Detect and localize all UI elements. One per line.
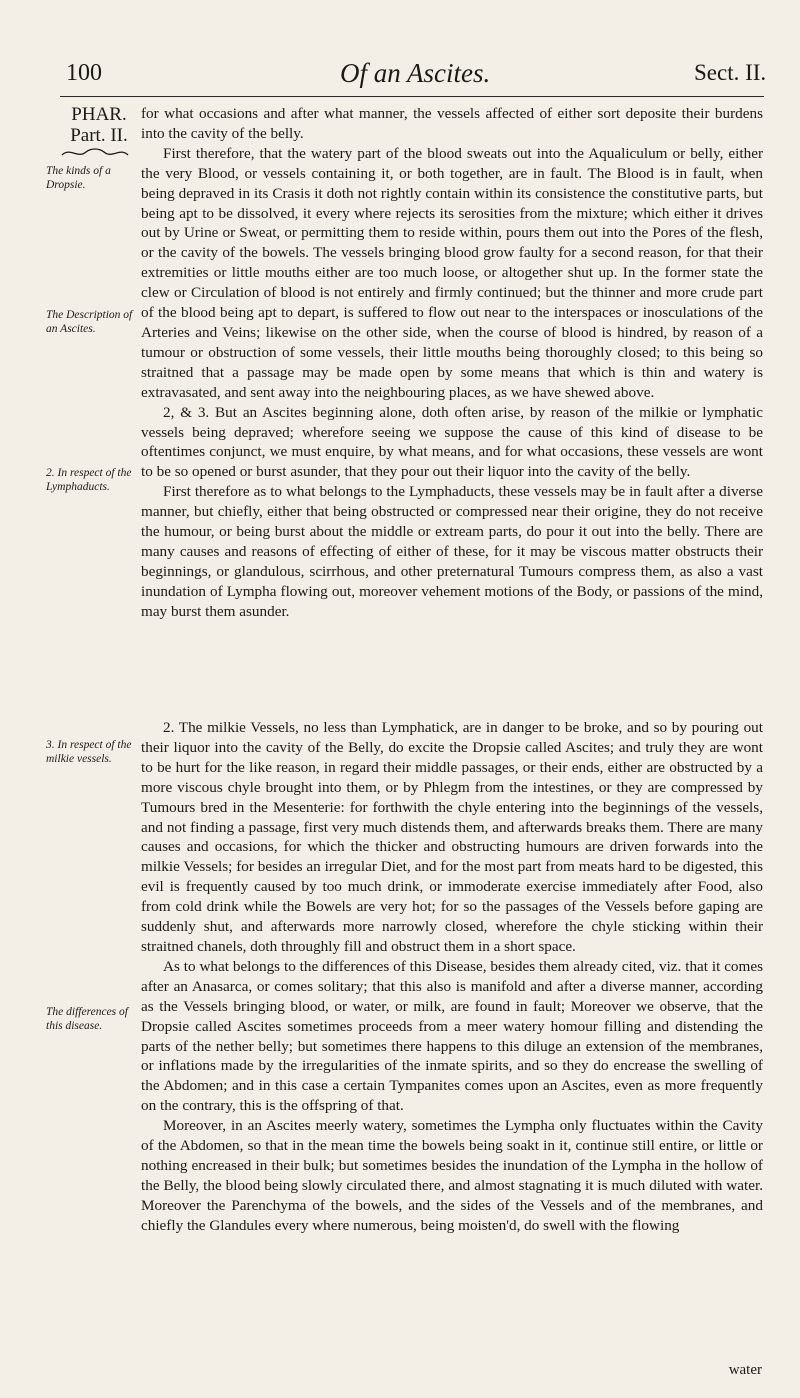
paragraph-milkie-vessels: 2. The milkie Vessels, no less than Lymphatick, are in danger to be broke, and so by pouring out their liquor into the cavity of the Belly, do excite the Dropsie called Ascites; and truly they are wont to be hurt for the like reason, in regard their middle passages, or their ends, either are obstructed by a more viscous chyle brought into them, or by Phlegm from the intestines, or they are compressed by Tumours bred in the Mesenterie: for forthwith the chyle entering into the beginnings of the vessels, and not finding a passage, first very much distends them, and afterwards breaks them. There are many causes and occasions, for which the thicker and obstructing humours are driven forwards into the milkie Vessels; for besides an irregular Diet, and for the most part from meats hard to be digested, this evil is frequently caused by too much drink, or immoderate exercise immediately after Food, also from cold drink while the Bowels are very hot; for so the passages of the Vessels before gaping are suddenly shut, and afterwards more narrowly closed, wherefore the chyle sticking within their straitned chanels, doth throughly fill and obstruct them in a short space. (141, 719, 763, 955)
catchword: water (728, 1362, 762, 1378)
phar-heading (62, 104, 136, 146)
main-text-upper (141, 104, 763, 622)
paragraph-causes: First therefore, that the watery part of the blood sweats out into the Aqualiculum or belly, either the very Blood, or vessels containing it, or both together, are in fault. The Blood is in fault, when being depraved in its Crasis it doth not rightly contain within its consistence the constitutive parts, but being apt to be dissolved, it every where rejects its serosities from the mixture; which either it drives out by Urine or Sweat, or permitting them to reside within, pours them out into the Pores of the flesh, or the cavity of the bowels. The vessels bringing blood grow faulty for a second reason, for that their extremities or little mouths either are too much loose, or altogether shut up. In the former state the clew or Circulation of blood is not entirely and firmly continued; but the thinner and more crude part of the blood being apt to depart, is suffered to flow out near to the interspaces or inosculations of the Arteries and Veins; likewise on the other side, when the course of blood is hindred, by reason of a tumour or obstruction of some vessels, their little mouths being thoroughly closed; to this being so straitned that a passage may be made open by some means that which is thin and watery is extravasated, and sent away into the neighbouring places, as we have shewed above. (141, 144, 763, 401)
section-label: Sect. II. (694, 60, 767, 85)
main-text-lower (141, 718, 763, 1236)
page-number: 100 (66, 60, 102, 86)
part-label: Part. II. (70, 125, 128, 146)
page-header (0, 58, 800, 98)
paragraph-watery-ascites: Moreover, in an Ascites meerly watery, sometimes the Lympha only fluctuates within the Cavity of the Abdomen, so that in the mean time the bowels being soakt in it, continue still entire, or little or nothing encreased in their bulk; but sometimes besides the inundation of the Lympha in the hollow of the Belly, the blood being slowly circulated there, and almost stagnating it is much diluted with water. Moreover the Parenchyma of the bowels, and the sides of the Vessels and of the membranes, and chiefly the Glandules every where numerous, being moisten'd, do swell with the flowing (141, 1117, 763, 1234)
phar-label: PHAR. (71, 104, 127, 125)
running-title: Of an Ascites. (340, 58, 491, 88)
margin-note-differences: The differences of this disease. (46, 1006, 128, 1032)
margin-note-kinds: The kinds of a Dropsie. (46, 165, 111, 191)
paragraph-lymphaducts: First therefore as to what belongs to the Lymphaducts, these vessels may be in fault after a diverse manner, but chiefly, either that being obstructed or compressed near their origine, they do not receive the humour, or being burst about the middle or extream parts, do pour it out into the belly. There are many causes and reasons of effecting of either of these, for it may be viscous matter obstructs their beginnings, or glandulous, scirrhous, and other preternatural Tumours compress them, as also a vast inundation of Lympha flowing out, moreover vehement motions of the Body, or passions of the mind, may burst them asunder. (141, 483, 763, 620)
paragraph-opening: for what occasions and after what manner, the vessels affected of either sort deposite their burdens into the cavity of the belly. (141, 105, 763, 142)
margin-note-description: The Description of an Ascites. (46, 309, 133, 335)
margin-note-lymphaducts: 2. In respect of the Lymphaducts. (46, 467, 132, 493)
margin-note-milkie-vessels: 3. In respect of the milkie vessels. (46, 739, 132, 765)
paragraph-ascites-origin: 2, & 3. But an Ascites beginning alone, doth often arise, by reason of the milkie or lymphatic vessels being depraved; wherefore seeing we suppose the cause of this kind of disease to be oftentimes conjunct, we must enquire, by what means, and for what occasions, these vessels are wont to be so opened or burst asunder, that they pour out their liquor into the cavity of the belly. (141, 403, 763, 481)
paragraph-differences: As to what belongs to the differences of this Disease, besides them already cited, viz. that it comes after an Anasarca, or comes solitary; that this also is manifold and after a diverse manner, according as the Vessels bringing blood, or water, or milk, are found in fault; Moreover we observe, that the Dropsie called Ascites sometimes proceeds from a meer watery homour filling and distending the parts of the nether belly; but sometimes there happens to this diluge an extension of the membranes, or inflations made by the irregularities of the inmate spirits, and so they do encrease the swelling of the Abdomen; and in this case a certain Tympanites comes upon an Ascites, even as more frequently on the contrary, this is the offspring of that. (141, 957, 763, 1115)
header-rule (60, 96, 764, 97)
ornament-flourish (60, 147, 130, 159)
